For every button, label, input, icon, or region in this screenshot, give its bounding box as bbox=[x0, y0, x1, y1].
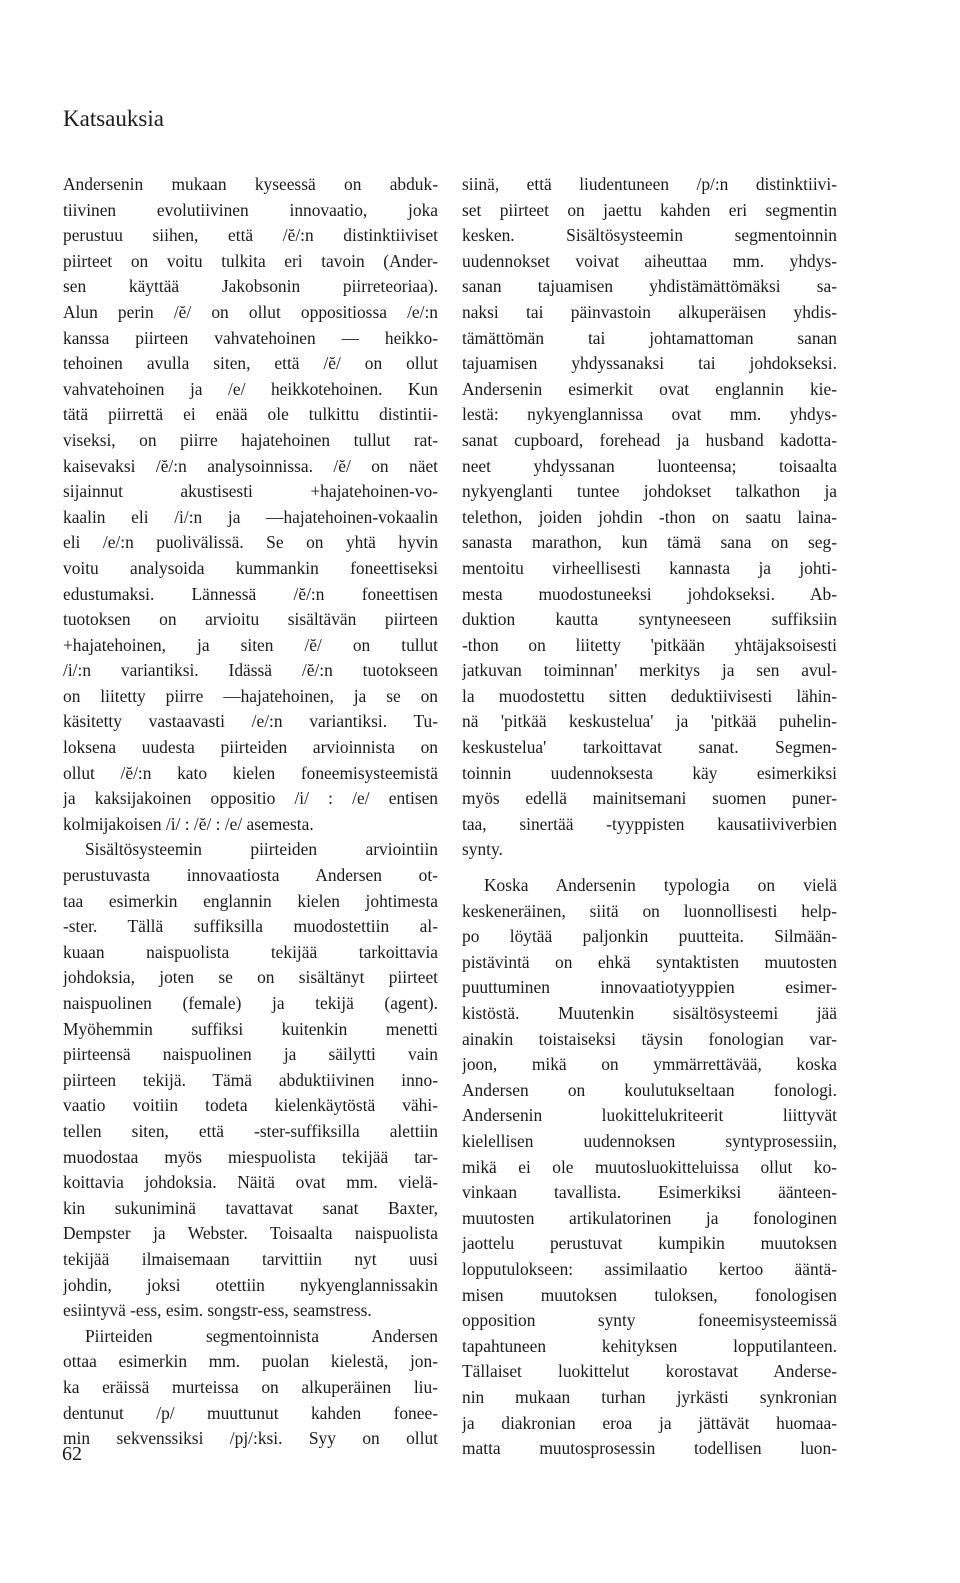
text-line: lestä: nykyenglannissa ovat mm. yhdys- bbox=[462, 404, 837, 425]
text-line: misen muutoksen tuloksen, fonologisen bbox=[462, 1284, 837, 1305]
text-line: /i/:n variantiksi. Idässä /ĕ/:n tuotokseen bbox=[63, 660, 438, 681]
text-line: jaottelu perustuvat kumpikin muutoksen bbox=[462, 1233, 837, 1254]
text-line: la muodostettu sitten deduktiivisesti lähin- bbox=[462, 685, 837, 706]
text-line: pistävintä on ehkä syntaktisten muutosten bbox=[462, 951, 837, 972]
text-line: duktion kautta syntyneeseen suffiksiin bbox=[462, 609, 837, 630]
right-column bbox=[462, 172, 837, 1462]
text-line: matta muutosprosessin todellisen luon- bbox=[462, 1438, 837, 1459]
text-line: +hajatehoinen, ja siten /ĕ/ on tullut bbox=[63, 634, 438, 655]
text-line: lopputulokseen: assimilaatio kertoo ääntä- bbox=[462, 1258, 837, 1279]
text-line: tapahtuneen kehityksen lopputilanteen. bbox=[462, 1335, 837, 1356]
text-line: kolmijakoisen /i/ : /ĕ/ : /e/ asemesta. bbox=[63, 813, 314, 834]
text-line: Tällaiset luokittelut korostavat Anderse- bbox=[462, 1361, 837, 1382]
text-line: viseksi, on piirre hajatehoinen tullut rat- bbox=[63, 429, 438, 450]
text-line: muodostaa myös miespuolista tekijää tar- bbox=[63, 1146, 438, 1167]
text-line: myös edellä mainitsemani suomen puner- bbox=[462, 788, 837, 809]
text-line: taa esimerkin englannin kielen johtimesta bbox=[63, 890, 438, 911]
page-number: 62 bbox=[62, 1443, 82, 1465]
text-line: uudennokset voivat aiheuttaa mm. yhdys- bbox=[462, 250, 837, 271]
text-line: naksi tai päinvastoin alkuperäisen yhdis- bbox=[462, 301, 837, 322]
text-line: Andersen on koulutukseltaan fonologi. bbox=[462, 1079, 837, 1100]
left-column bbox=[63, 172, 438, 1452]
text-line: piirteensä naispuolinen ja säilytti vain bbox=[63, 1044, 438, 1065]
text-line: set piirteet on jaettu kahden eri segmentin bbox=[462, 199, 837, 220]
text-line: piirteet on voitu tulkita eri tavoin (Ander- bbox=[63, 250, 438, 271]
text-line: piirteen tekijä. Tämä abduktiivinen inno- bbox=[63, 1069, 438, 1090]
text-line: loksena uudesta piirteiden arvioinnista on bbox=[63, 737, 438, 758]
text-line: joon, mikä on ymmärrettävää, koska bbox=[462, 1054, 837, 1075]
text-line: sanat cupboard, forehead ja husband kadotta- bbox=[462, 429, 837, 450]
text-line: tajuamisen yhdyssanaksi tai johdokseksi. bbox=[462, 353, 837, 374]
text-line: Dempster ja Webster. Toisaalta naispuolista bbox=[63, 1223, 438, 1244]
text-line: Alun perin /ĕ/ on ollut oppositiossa /e/:n bbox=[63, 301, 438, 322]
text-line: johdin, joksi otettiin nykyenglannissakin bbox=[63, 1274, 438, 1295]
text-line: ainakin toistaiseksi täysin fonologian var- bbox=[462, 1028, 837, 1049]
text-line: koittavia johdoksia. Näitä ovat mm. vielä- bbox=[63, 1172, 438, 1193]
text-line: edustumaksi. Lännessä /ĕ/:n foneettisen bbox=[63, 583, 438, 604]
text-line: Myöhemmin suffiksi kuitenkin menetti bbox=[63, 1018, 438, 1039]
text-line: johdoksia, joten se on sisältänyt piirteet bbox=[63, 967, 438, 988]
text-line: nin mukaan turhan jyrkästi synkronian bbox=[462, 1386, 837, 1407]
text-line: sanasta marathon, kun tämä sana on seg- bbox=[462, 532, 837, 553]
text-line: jatkuvan toiminnan' merkitys ja sen avul- bbox=[462, 660, 837, 681]
running-header: Katsauksia bbox=[63, 106, 164, 131]
text-line: vinkaan tavallista. Esimerkiksi äänteen- bbox=[462, 1182, 837, 1203]
text-line: Andersenin luokittelukriteerit liittyvät bbox=[462, 1105, 837, 1126]
text-line: opposition synty foneemisysteemissä bbox=[462, 1310, 837, 1331]
text-line: taa, sinertää -tyyppisten kausatiiviverbien bbox=[462, 813, 837, 834]
text-line: kanssa piirteen vahvatehoinen — heikko- bbox=[63, 327, 438, 348]
text-line: ja kaksijakoinen oppositio /i/ : /e/ entisen bbox=[63, 788, 438, 809]
text-line: -ster. Tällä suffiksilla muodostettiin al- bbox=[63, 916, 438, 937]
text-line: voitu analysoida kummankin foneettiseksi bbox=[63, 557, 438, 578]
text-line: keskeneräinen, siitä on luonnollisesti help- bbox=[462, 900, 837, 921]
text-line: ja diakronian eroa ja jättävät huomaa- bbox=[462, 1412, 837, 1433]
text-line: synty. bbox=[462, 839, 503, 860]
text-line: Andersenin esimerkit ovat englannin kie- bbox=[462, 378, 837, 399]
text-line: käsitetty vastaavasti /e/:n variantiksi. Tu- bbox=[63, 711, 438, 732]
text-line: mikä ei ole muutosluokitteluissa ollut ko- bbox=[462, 1156, 837, 1177]
text-line: perustuu siihen, että /ĕ/:n distinktiiviset bbox=[63, 225, 438, 246]
text-line: keskustelua' tarkoittavat sanat. Segmen- bbox=[462, 737, 837, 758]
text-line: tellen siten, että -ster-suffiksilla alettiin bbox=[63, 1120, 438, 1141]
text-line: muutosten artikulatorinen ja fonologinen bbox=[462, 1207, 837, 1228]
text-line: Andersenin mukaan kyseessä on abduk- bbox=[63, 174, 438, 194]
text-line: po löytää paljonkin puutteita. Silmään- bbox=[462, 926, 837, 947]
text-line: kuaan naispuolista tekijää tarkoittavia bbox=[63, 941, 438, 962]
text-line: tekijää ilmaisemaan tarvittiin nyt uusi bbox=[63, 1248, 438, 1269]
text-line: telethon, joiden johdin -thon on saatu laina- bbox=[462, 506, 837, 527]
text-line: min sekvenssiksi /pj/:ksi. Syy on ollut bbox=[63, 1428, 438, 1449]
text-line: Koska Andersenin typologia on vielä bbox=[484, 875, 837, 896]
text-line: mentoitu virheellisesti kannasta ja johti- bbox=[462, 557, 837, 578]
text-line: Sisältösysteemin piirteiden arviointiin bbox=[85, 839, 438, 860]
text-line: kaalin eli /i/:n ja —hajatehoinen-vokaalin bbox=[63, 506, 438, 527]
text-line: nä 'pitkää keskustelua' ja 'pitkää puhelin- bbox=[462, 711, 837, 732]
text-line: naispuolinen (female) ja tekijä (agent). bbox=[63, 993, 438, 1013]
text-line: tiivinen evolutiivinen innovaatio, joka bbox=[63, 199, 438, 220]
text-line: mesta muodostuneeksi johdokseksi. Ab- bbox=[462, 583, 837, 604]
text-line: dentunut /p/ muuttunut kahden fonee- bbox=[63, 1402, 438, 1423]
text-line: siinä, että liudentuneen /p/:n distinktiivi- bbox=[462, 174, 837, 194]
text-line: nykyenglanti tuntee johdokset talkathon ja bbox=[462, 481, 837, 502]
text-line: tehoinen avulla siten, että /ĕ/ on ollut bbox=[63, 353, 438, 374]
text-line: kielellisen uudennoksen syntyprosessiin, bbox=[462, 1130, 837, 1151]
text-line: -thon on liitetty 'pitkään yhtäjaksoisesti bbox=[462, 634, 837, 655]
text-line: tätä piirrettä ei enää ole tulkittu distintii- bbox=[63, 404, 438, 425]
text-line: ottaa esimerkin mm. puolan kielestä, jon- bbox=[63, 1351, 438, 1372]
text-line: vaatio voitiin todeta kielenkäytöstä vähi- bbox=[63, 1095, 438, 1116]
text-line: kaisevaksi /ĕ/:n analysoinnissa. /ĕ/ on näet bbox=[63, 455, 438, 476]
text-line: ka eräissä murteissa on alkuperäinen liu- bbox=[63, 1376, 438, 1397]
text-line: neet yhdyssanan luonteensa; toisaalta bbox=[462, 455, 837, 476]
text-line: sijainnut akustisesti +hajatehoinen-vo- bbox=[63, 481, 438, 502]
text-line: vahvatehoinen ja /e/ heikkotehoinen. Kun bbox=[63, 378, 438, 399]
text-line: esiintyvä -ess, esim. songstr-ess, seamstress. bbox=[63, 1300, 372, 1321]
text-line: sanan tajuamisen yhdistämättömäksi sa- bbox=[462, 276, 837, 297]
text-line: puuttuminen innovaatiotyyppien esimer- bbox=[462, 977, 837, 998]
text-line: tämättömän tai johtamattoman sanan bbox=[462, 327, 837, 348]
text-line: kesken. Sisältösysteemin segmentoinnin bbox=[462, 225, 837, 246]
text-line: kin sukuniminä tavattavat sanat Baxter, bbox=[63, 1197, 438, 1218]
text-line: perustuvasta innovaatiosta Andersen ot- bbox=[63, 865, 438, 886]
text-line: toinnin uudennoksesta käy esimerkiksi bbox=[462, 762, 837, 783]
text-line: Piirteiden segmentoinnista Andersen bbox=[85, 1325, 438, 1346]
text-line: sen käyttää Jakobsonin piirreteoriaa). bbox=[63, 276, 438, 297]
text-line: tuotoksen on arvioitu sisältävän piirteen bbox=[63, 609, 438, 630]
text-line: kistöstä. Muutenkin sisältösysteemi jää bbox=[462, 1003, 837, 1023]
text-line: ollut /ĕ/:n kato kielen foneemisysteemistä bbox=[63, 762, 438, 783]
text-line: eli /e/:n puolivälissä. Se on yhtä hyvin bbox=[63, 532, 438, 553]
text-line: on liitetty piirre —hajatehoinen, ja se on bbox=[63, 685, 438, 706]
